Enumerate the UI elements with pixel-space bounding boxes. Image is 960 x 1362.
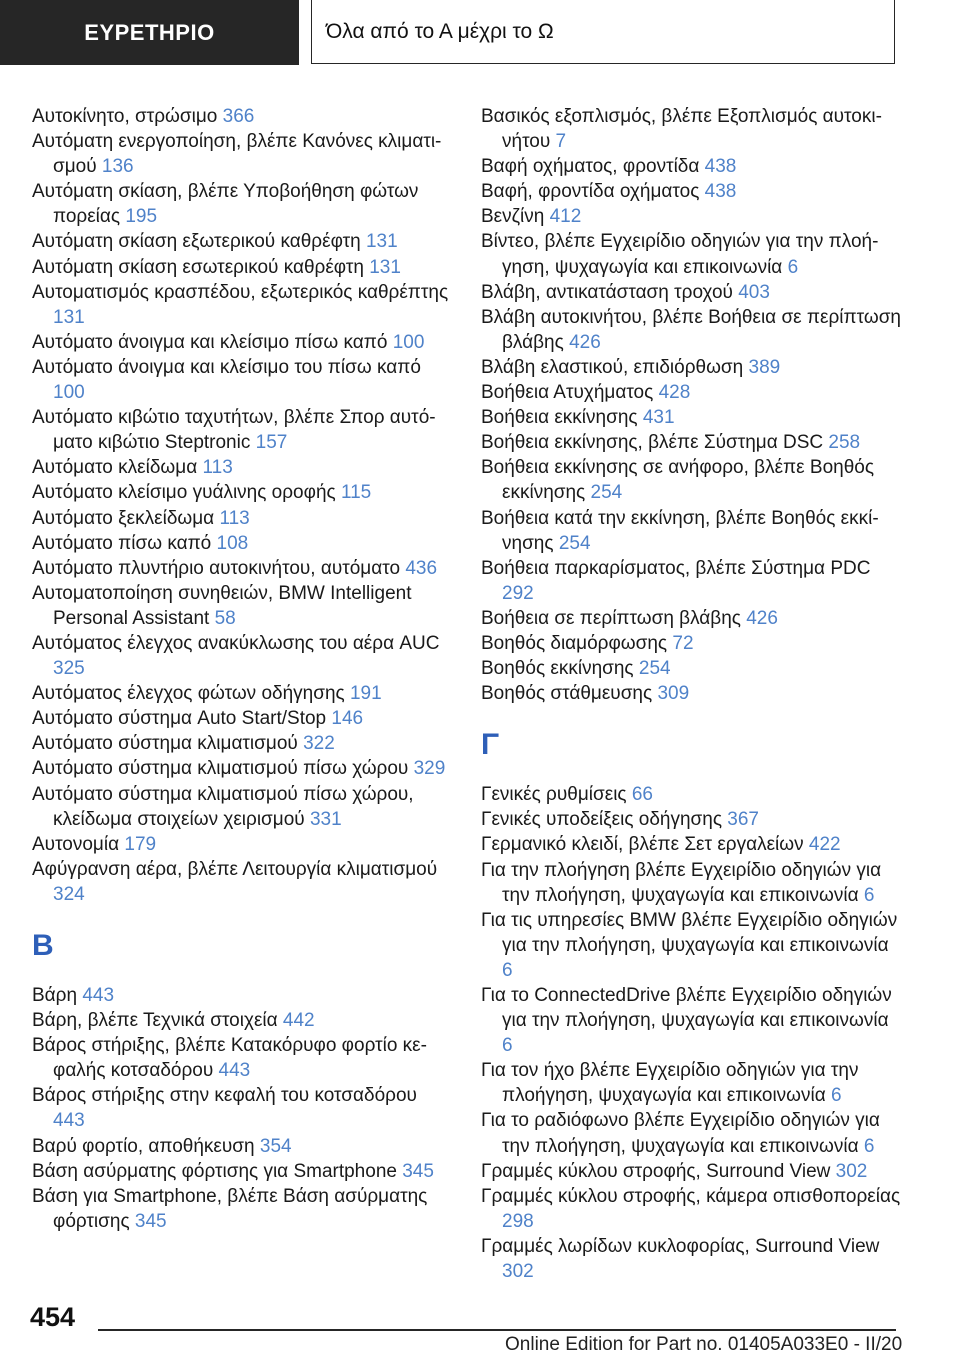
page-link[interactable]: 179	[124, 833, 157, 855]
index-entry	[32, 1184, 452, 1234]
page-link[interactable]: 322	[303, 733, 335, 755]
index-entry	[481, 1159, 901, 1184]
index-entry	[481, 1108, 901, 1158]
page-link[interactable]: 254	[590, 482, 623, 504]
entry-text: Γραμμές λωρίδων κυκλοφορίας, Surround View	[481, 1235, 880, 1257]
index-entry	[32, 681, 452, 706]
page-link[interactable]: 108	[216, 532, 249, 554]
page-link[interactable]: 6	[831, 1085, 842, 1107]
page-link[interactable]: 7	[555, 131, 567, 153]
entry-text: Για το ConnectedDrive βλέπε Εγχειρίδιο οδηγιών για την πλοήγηση, ψυχαγωγία και επικοινωνία	[481, 985, 892, 1032]
page-link[interactable]: 100	[392, 331, 425, 353]
entry-text: Αυτόματο άνοιγμα και κλείσιμο πίσω καπό	[32, 331, 388, 353]
index-column-left	[32, 104, 452, 1234]
section-letter: Γ	[481, 728, 500, 762]
entry-text: Βλάβη ελαστικού, επιδιόρθωση	[481, 356, 744, 378]
page-link[interactable]: 292	[502, 582, 534, 604]
index-entry	[32, 983, 452, 1008]
index-entry	[481, 506, 901, 556]
page-link[interactable]: 443	[53, 1110, 85, 1132]
index-entry	[32, 229, 452, 254]
page-link[interactable]: 254	[558, 532, 591, 554]
page-link[interactable]: 6	[502, 1035, 513, 1057]
entry-text: Βοήθεια σε περίπτωση βλάβης	[481, 607, 741, 629]
index-entry	[481, 807, 901, 832]
entry-text: Αυτόματο πίσω καπό	[32, 532, 212, 554]
entry-text: Βασικός εξοπλισμός, βλέπε Εξοπλισμός αυτοκινήτου	[481, 106, 882, 153]
page-link[interactable]: 412	[549, 206, 582, 228]
index-entry	[32, 631, 452, 681]
page-link[interactable]: 367	[727, 809, 759, 831]
page-link[interactable]: 428	[658, 382, 691, 404]
index-entry	[32, 480, 452, 505]
entry-text: Αυτόματος έλεγχος φώτων οδήγησης	[32, 683, 345, 705]
page-link[interactable]: 113	[219, 507, 250, 529]
index-entry	[481, 104, 901, 154]
entry-text: Βοήθεια εκκίνησης	[481, 407, 638, 429]
section-subtitle: Όλα από το Α μέχρι το Ω	[311, 0, 895, 64]
page-link[interactable]: 131	[369, 256, 401, 278]
page-link[interactable]: 302	[502, 1261, 534, 1283]
page-link[interactable]: 431	[642, 407, 675, 429]
index-entry	[481, 1234, 901, 1284]
index-entry	[32, 179, 452, 229]
page-link[interactable]: 6	[787, 256, 799, 278]
index-entry	[481, 782, 901, 807]
index-entry	[32, 129, 452, 179]
entry-text: Αυτόματο ξεκλείδωμα	[32, 507, 215, 529]
index-entry	[481, 154, 901, 179]
index-entry	[32, 581, 452, 631]
entry-text: Αυτόματο πλυντήριο αυτοκινήτου, αυτόματο	[32, 557, 401, 579]
entry-text: Αυτόματο κιβώτιο ταχυτήτων, βλέπε Σπορ αυτόματο κιβώτιο Steptronic	[32, 407, 436, 454]
index-entry	[32, 255, 452, 280]
section-tab: ΕΥΡΕΤΗΡΙΟ	[0, 0, 299, 65]
page-link[interactable]: 72	[672, 632, 694, 654]
index-entry	[481, 280, 901, 305]
entry-text: Βοήθεια εκκίνησης σε ανήφορο, βλέπε Βοηθός εκκίνησης	[481, 457, 875, 504]
entry-text: Βάρος στήριξης, βλέπε Κατακόρυφο φορτίο κεφαλής κοτσαδόρου	[32, 1035, 427, 1082]
entry-text: Βίντεο, βλέπε Εγχειρίδιο οδηγιών για την πλοήγηση, ψυχαγωγία και επικοινωνία	[481, 231, 879, 278]
page-link[interactable]: 58	[214, 607, 236, 629]
entry-text: Γερμανικό κλειδί, βλέπε Σετ εργαλείων	[481, 834, 804, 856]
page-link[interactable]: 426	[569, 331, 601, 353]
index-entry	[32, 1033, 452, 1083]
page-link[interactable]: 426	[746, 607, 778, 629]
page-link[interactable]: 157	[255, 432, 288, 454]
index-entry	[481, 606, 901, 631]
entry-text: Βοηθός διαμόρφωσης	[481, 632, 668, 654]
page-link[interactable]: 443	[82, 985, 115, 1006]
index-entry	[481, 380, 901, 405]
page-header	[0, 0, 960, 65]
page-link[interactable]: 436	[405, 557, 438, 579]
index-entry	[32, 405, 452, 455]
entry-text: Βοηθός εκκίνησης	[481, 658, 634, 680]
index-entry	[481, 1058, 901, 1108]
footer-divider	[98, 1329, 896, 1331]
page-link[interactable]: 191	[349, 683, 382, 705]
index-entry	[481, 656, 901, 681]
page-link[interactable]: 136	[101, 156, 134, 178]
index-entry	[481, 556, 901, 606]
index-entry	[481, 983, 901, 1058]
index-entry	[481, 405, 901, 430]
index-entry	[481, 858, 901, 908]
entry-text: Αυτόματη σκίαση εξωτερικού καθρέφτη	[32, 231, 361, 253]
page-link[interactable]: 113	[202, 457, 233, 479]
page-link[interactable]: 100	[53, 382, 85, 404]
entry-text: Βάση για Smartphone, βλέπε Βάση ασύρματης φόρτισης	[32, 1185, 428, 1232]
entry-text: Αυτόματο άνοιγμα και κλείσιμο του πίσω καπό	[32, 356, 421, 378]
index-entry	[32, 706, 452, 731]
entry-text: Βαφή οχήματος, φροντίδα	[481, 156, 700, 178]
entry-text: Βλάβη αυτοκινήτου, βλέπε Βοήθεια σε περίπτωση βλάβης	[481, 306, 902, 353]
page-link[interactable]: 298	[502, 1210, 534, 1232]
section-letter: Β	[32, 929, 54, 962]
index-entry	[32, 1134, 452, 1159]
entry-text: Γενικές ρυθμίσεις	[481, 784, 627, 806]
entry-text: Βαφή, φροντίδα οχήματος	[481, 181, 700, 203]
entry-text: Βοηθός στάθμευσης	[481, 683, 653, 705]
page-link[interactable]: 195	[125, 206, 158, 228]
page-link[interactable]: 345	[134, 1210, 167, 1232]
index-entry	[481, 229, 901, 279]
index-entry	[481, 1184, 901, 1234]
entry-text: Αυτόματο σύστημα Auto Start/Stop	[32, 708, 327, 730]
entry-text: Βοήθεια κατά την εκκίνηση, βλέπε Βοηθός εκκίνησης	[481, 507, 879, 554]
index-entry	[481, 355, 901, 380]
entry-text: Βλάβη, αντικατάσταση τροχού	[481, 281, 733, 303]
entry-text: Αυτόματο κλείσιμο γυάλινης οροφής	[32, 482, 336, 504]
entry-text: Βοήθεια εκκίνησης, βλέπε Σύστημα DSC	[481, 432, 824, 454]
entry-text: Βάση ασύρματης φόρτισης για Smartphone	[32, 1160, 397, 1182]
page-link[interactable]: 131	[53, 306, 85, 328]
page-link[interactable]: 442	[282, 1010, 315, 1032]
entry-text: Για τις υπηρεσίες BMW βλέπε Εγχειρίδιο οδηγιών για την πλοήγηση, ψυχαγωγία και επικοινωνία	[481, 909, 898, 956]
entry-text: Αυτόματο σύστημα κλιματισμού	[32, 733, 298, 755]
entry-text: Αφύγρανση αέρα, βλέπε Λειτουργία κλιματισμού	[32, 858, 438, 880]
page-link[interactable]: 403	[738, 281, 770, 303]
index-entry	[481, 204, 901, 229]
entry-text: Αυτόματος έλεγχος ανακύκλωσης του αέρα AUC	[32, 632, 440, 654]
page-link[interactable]: 329	[413, 758, 446, 780]
index-entry	[32, 832, 452, 857]
entry-text: Αυτόματο σύστημα κλιματισμού πίσω χώρου	[32, 758, 409, 780]
index-entry	[32, 355, 452, 405]
entry-text: Βαρύ φορτίο, αποθήκευση	[32, 1135, 255, 1157]
entry-text: Γενικές υποδείξεις οδήγησης	[481, 809, 722, 831]
index-entry	[481, 681, 901, 706]
index-entry	[481, 305, 901, 355]
page-link[interactable]: 422	[808, 834, 841, 856]
page-number: 454	[30, 1302, 76, 1332]
entry-text: Βενζίνη	[481, 206, 545, 228]
page-link[interactable]: 258	[828, 432, 861, 454]
page-link[interactable]: 302	[835, 1160, 868, 1182]
entry-text: Αυτονομία	[32, 833, 120, 855]
index-entry	[481, 455, 901, 505]
index-entry	[32, 782, 452, 832]
index-entry	[32, 1159, 452, 1184]
entry-text: Αυτόματη ενεργοποίηση, βλέπε Κανόνες κλιματισμού	[32, 131, 442, 178]
page-link[interactable]: 131	[365, 231, 398, 253]
page-link[interactable]: 309	[657, 683, 690, 705]
page-link[interactable]: 389	[748, 356, 781, 378]
entry-text: Βάρη, βλέπε Τεχνικά στοιχεία	[32, 1010, 278, 1032]
page-link[interactable]: 443	[218, 1060, 251, 1082]
index-entry	[32, 1008, 452, 1033]
index-entry	[32, 731, 452, 756]
entry-text: Αυτόματη σκίαση εσωτερικού καθρέφτη	[32, 256, 364, 278]
index-entry	[32, 531, 452, 556]
page-link[interactable]: 254	[638, 658, 671, 680]
page-link[interactable]: 6	[502, 959, 513, 981]
entry-text: Για τον ήχο βλέπε Εγχειρίδιο οδηγιών για την πλοήγηση, ψυχαγωγία και επικοινωνία	[481, 1060, 859, 1107]
index-entry	[32, 506, 452, 531]
page-link[interactable]: 354	[259, 1135, 292, 1157]
index-entry	[481, 179, 901, 204]
page-link[interactable]: 6	[863, 1135, 875, 1157]
page-link[interactable]: 324	[53, 883, 85, 905]
index-entry	[481, 430, 901, 455]
index-entry	[481, 908, 901, 983]
index-entry	[32, 857, 452, 907]
entry-text: Γραμμές κύκλου στροφής, Surround View	[481, 1160, 831, 1182]
index-entry	[32, 556, 452, 581]
entry-text: Αυτοματισμός κρασπέδου, εξωτερικός καθρέπτης	[32, 281, 449, 303]
entry-text: Αυτόματο κλείδωμα	[32, 457, 198, 479]
entry-text: Βοήθεια Ατυχήματος	[481, 382, 654, 404]
entry-text: Για την πλοήγηση βλέπε Εγχειρίδιο οδηγιών για την πλοήγηση, ψυχαγωγία και επικοινωνία	[481, 859, 882, 906]
page-link[interactable]: 115	[340, 482, 372, 504]
page-link[interactable]: 66	[631, 784, 653, 806]
page-link[interactable]: 146	[331, 708, 364, 730]
entry-text: Βάρη	[32, 985, 78, 1006]
entry-text: Βάρος στήριξης στην κεφαλή του κοτσαδόρου	[32, 1085, 417, 1107]
entry-text: Αυτόματη σκίαση, βλέπε Υποβοήθηση φώτων πορείας	[32, 181, 419, 228]
index-entry	[481, 631, 901, 656]
index-entry	[32, 330, 452, 355]
page-link[interactable]: 325	[53, 658, 85, 680]
index-entry	[32, 455, 452, 480]
index-entry	[32, 280, 452, 330]
index-entry	[32, 756, 452, 781]
index-column-right	[481, 104, 901, 1284]
index-entry	[32, 104, 452, 129]
index-entry	[32, 1083, 452, 1133]
edition-note: Online Edition for Part no. 01405A033E0 - II/20	[505, 1334, 903, 1355]
page-link[interactable]: 6	[863, 884, 875, 906]
page-link[interactable]: 438	[704, 156, 737, 178]
page-link[interactable]: 331	[309, 808, 342, 830]
index-entry	[481, 832, 901, 857]
page-link[interactable]: 366	[222, 106, 255, 127]
entry-text: Αυτόματο σύστημα κλιματισμού πίσω χώρου, κλείδωμα στοιχείων χειρισμού	[32, 783, 414, 830]
page-link[interactable]: 345	[402, 1160, 434, 1182]
entry-text: Γραμμές κύκλου στροφής, κάμερα οπισθοπορείας	[481, 1185, 901, 1207]
page-link[interactable]: 438	[704, 181, 737, 203]
entry-text: Αυτοκίνητο, στρώσιμο	[32, 106, 218, 127]
entry-text: Αυτοματοποίηση συνηθειών, BMW Intelligent Personal Assistant	[32, 582, 412, 629]
entry-text: Για το ραδιόφωνο βλέπε Εγχειρίδιο οδηγιών για την πλοήγηση, ψυχαγωγία και επικοινωνία	[481, 1110, 880, 1157]
entry-text: Βοήθεια παρκαρίσματος, βλέπε Σύστημα PDC	[481, 557, 871, 579]
